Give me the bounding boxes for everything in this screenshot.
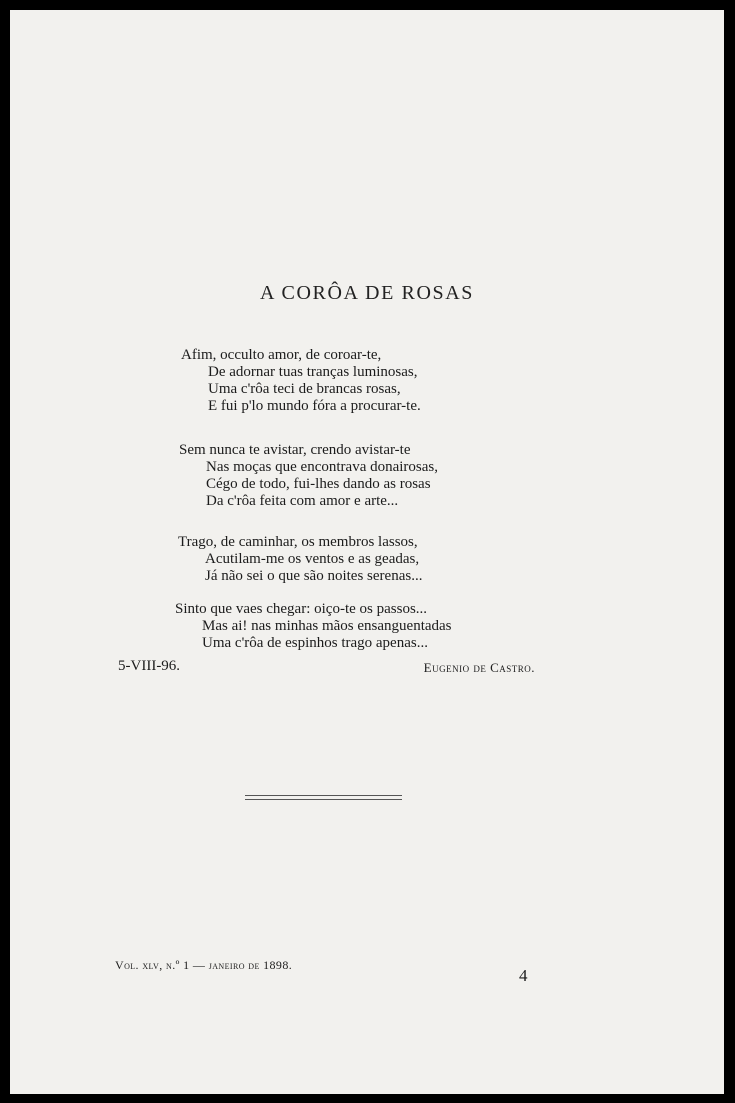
verse-line: Da c'rôa feita com amor e arte...: [206, 493, 399, 509]
page-number: 4: [519, 966, 528, 985]
volume-footer: Vol. xlv, n.º 1 — janeiro de 1898.: [115, 958, 293, 972]
verse-line: Já não sei o que são noites serenas...: [205, 568, 423, 584]
poem-page: [10, 10, 724, 1094]
stanza: [178, 534, 422, 585]
verse-line: Afim, occulto amor, de coroar-te,: [181, 347, 382, 363]
verse-line: Uma c'rôa de espinhos trago apenas...: [202, 635, 428, 651]
stanza: [181, 347, 421, 415]
divider-rule: [245, 795, 402, 796]
stanza: [175, 601, 452, 652]
poem-date: 5-VIII-96.: [118, 658, 181, 674]
stanza: [179, 442, 438, 510]
verse-line: Nas moças que encontrava donairosas,: [206, 459, 439, 475]
verse-line: Uma c'rôa teci de brancas rosas,: [208, 381, 401, 397]
poem-author: Eugenio de Castro.: [423, 660, 535, 675]
verse-line: Sinto que vaes chegar: oiço-te os passos...: [175, 601, 428, 617]
verse-line: Cégo de todo, fui-lhes dando as rosas: [206, 476, 431, 492]
verse-line: Mas ai! nas minhas mãos ensanguentadas: [202, 618, 452, 634]
poem-title: A CORÔA DE ROSAS: [260, 282, 474, 304]
divider-rule: [245, 799, 402, 800]
verse-line: Trago, de caminhar, os membros lassos,: [178, 534, 418, 550]
verse-line: Sem nunca te avistar, crendo avistar-te: [179, 442, 411, 458]
verse-line: E fui p'lo mundo fóra a procurar-te.: [208, 398, 421, 414]
verse-line: De adornar tuas tranças luminosas,: [208, 364, 418, 380]
verse-line: Acutilam-me os ventos e as geadas,: [205, 551, 420, 567]
